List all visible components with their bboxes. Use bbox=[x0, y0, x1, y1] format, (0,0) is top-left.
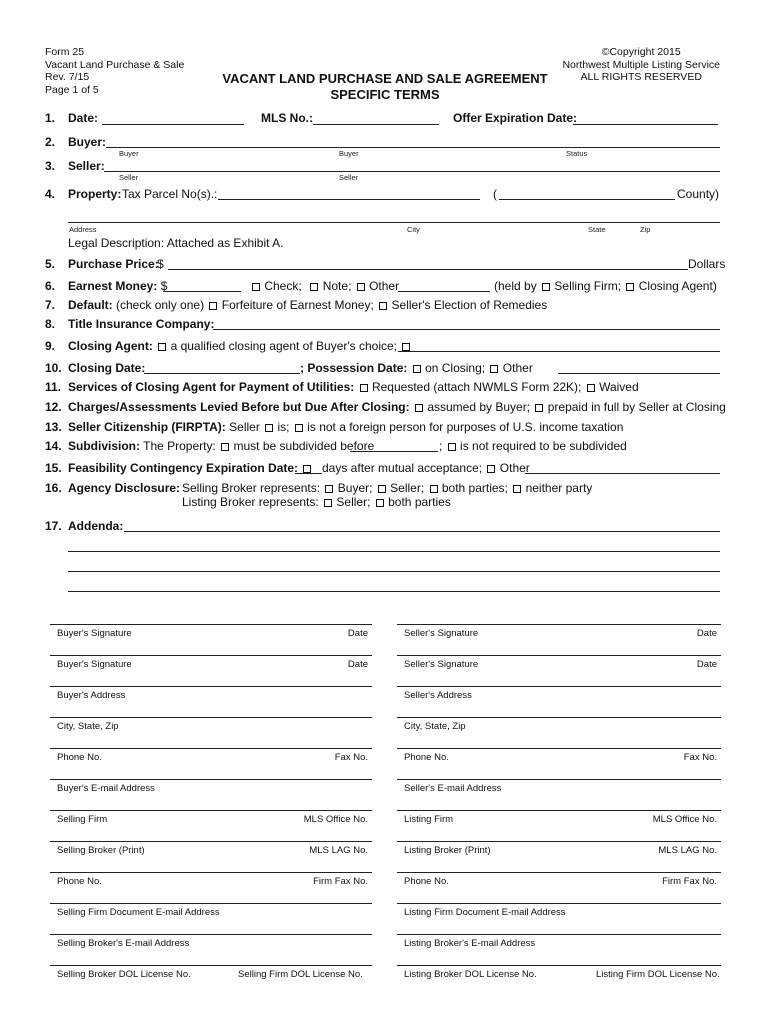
offer-expiration-field[interactable] bbox=[573, 124, 718, 125]
buyer-field-label: Selling Firm bbox=[57, 814, 108, 825]
buyer-signature-line[interactable] bbox=[50, 903, 372, 904]
item-number: 10. bbox=[45, 361, 62, 375]
feasibility-other-label: Other bbox=[499, 461, 530, 475]
seller-field-label: Phone No. bbox=[404, 876, 449, 887]
buyer-sub-label: Buyer bbox=[119, 149, 139, 158]
closing-agent-row bbox=[68, 339, 411, 353]
possession-other-checkbox[interactable] bbox=[490, 365, 498, 373]
lb-seller-label: Seller; bbox=[336, 495, 371, 509]
buyer-field-label-right: Date bbox=[347, 659, 368, 670]
seller-field-label: Seller's E-mail Address bbox=[404, 783, 502, 794]
buyer-field-label: Buyer's E-mail Address bbox=[57, 783, 155, 794]
utilities-label: Services of Closing Agent for Payment of Utilities: bbox=[68, 380, 355, 394]
lb-both-label: both parties bbox=[388, 495, 451, 509]
seller-field-label-right: Date bbox=[696, 659, 717, 670]
waived-checkbox[interactable] bbox=[587, 384, 595, 392]
seller-field-label-right: MLS LAG No. bbox=[658, 845, 717, 856]
not-required-row bbox=[439, 439, 627, 453]
sb-seller-label: Seller; bbox=[390, 481, 425, 495]
seller-field-label: Phone No. bbox=[404, 752, 449, 763]
addenda-line[interactable] bbox=[68, 551, 720, 552]
buyer-field-label-right: MLS Office No. bbox=[303, 814, 368, 825]
selling-firm-label: Selling Firm; bbox=[554, 279, 622, 293]
addenda-line[interactable] bbox=[68, 591, 720, 592]
seller-field-label: Seller's Address bbox=[404, 690, 472, 701]
check-checkbox[interactable] bbox=[252, 283, 260, 291]
paren: ( bbox=[493, 187, 497, 201]
on-closing-label: on Closing; bbox=[425, 361, 486, 375]
held-by-label: (held by bbox=[494, 279, 537, 293]
buyer-signature-line[interactable] bbox=[50, 717, 372, 718]
semicolon: ; bbox=[439, 439, 443, 453]
buyer-field-label: Selling Broker DOL License No. bbox=[57, 969, 191, 980]
closing-agent-item-label: Closing Agent: bbox=[68, 339, 153, 353]
requested-label: Requested (attach NWMLS Form 22K); bbox=[371, 380, 582, 394]
organization: Northwest Multiple Listing Service bbox=[562, 58, 720, 71]
feasibility-other-field[interactable] bbox=[525, 473, 720, 474]
forfeiture-label: Forfeiture of Earnest Money; bbox=[221, 298, 374, 312]
item-number: 4. bbox=[45, 187, 56, 201]
held-by bbox=[494, 279, 717, 293]
must-subdivide-checkbox[interactable] bbox=[221, 443, 229, 451]
prepaid-checkbox[interactable] bbox=[535, 404, 543, 412]
seller-signature-line[interactable] bbox=[397, 655, 721, 656]
subdivision-label: Subdivision: bbox=[68, 439, 140, 453]
firpta-label: Seller Citizenship (FIRPTA): bbox=[68, 420, 226, 434]
seller-signature-line[interactable] bbox=[397, 717, 721, 718]
date-label: Date: bbox=[68, 111, 99, 125]
rights: ALL RIGHTS RESERVED bbox=[580, 71, 702, 83]
seller-field-label: Listing Firm Document E-mail Address bbox=[404, 907, 566, 918]
seller-field-label-right: Date bbox=[696, 628, 717, 639]
addenda-line[interactable] bbox=[124, 531, 720, 532]
title-insurance-field[interactable] bbox=[213, 329, 720, 330]
page-number: Page 1 of 5 bbox=[45, 83, 99, 96]
buyer-signature-line[interactable] bbox=[50, 624, 372, 625]
sb-neither-checkbox[interactable] bbox=[513, 485, 521, 493]
buyer-signature-line[interactable] bbox=[50, 655, 372, 656]
seller-field-label: Seller's Signature bbox=[404, 628, 479, 639]
buyer-signature-line[interactable] bbox=[50, 934, 372, 935]
tax-parcel-label: Tax Parcel No(s).: bbox=[122, 187, 218, 201]
closing-date-label: Closing Date: bbox=[68, 361, 146, 375]
is-label: is; bbox=[277, 420, 290, 434]
buyer-signature-line[interactable] bbox=[50, 841, 372, 842]
earnest-options bbox=[250, 279, 399, 293]
assumed-checkbox[interactable] bbox=[415, 404, 423, 412]
possession-label: ; Possession Date: bbox=[300, 361, 408, 375]
item-number: 15. bbox=[45, 461, 62, 475]
date-field[interactable] bbox=[102, 124, 244, 125]
charges-label: Charges/Assessments Levied Before but Due After Closing: bbox=[68, 400, 410, 414]
feasibility-row bbox=[68, 461, 312, 475]
state-sub-label: State bbox=[588, 225, 606, 234]
mls-label: MLS No.: bbox=[261, 111, 313, 125]
seller-field[interactable] bbox=[104, 171, 720, 172]
buyer-field-label-right: Selling Firm DOL License No. bbox=[238, 969, 363, 980]
closing-agent-label: Closing Agent) bbox=[638, 279, 717, 293]
seller-field-label-right: Listing Firm DOL License No. bbox=[596, 969, 720, 980]
assumed-label: assumed by Buyer; bbox=[427, 400, 531, 414]
address-field[interactable] bbox=[68, 222, 720, 223]
firpta-row bbox=[68, 420, 623, 434]
document-title bbox=[200, 71, 570, 103]
earnest-money-label: Earnest Money: bbox=[68, 279, 158, 293]
is-checkbox[interactable] bbox=[265, 424, 273, 432]
title-line-1: VACANT LAND PURCHASE AND SALE AGREEMENT bbox=[222, 71, 548, 86]
seller-label: Seller: bbox=[68, 159, 105, 173]
forfeiture-checkbox[interactable] bbox=[209, 302, 217, 310]
the-property-label: The Property: bbox=[143, 439, 216, 453]
days-after-label: days after mutual acceptance; bbox=[322, 461, 483, 475]
default-label: Default: bbox=[68, 298, 113, 312]
seller-signature-line[interactable] bbox=[397, 965, 721, 966]
utilities-row bbox=[68, 380, 639, 394]
is-not-checkbox[interactable] bbox=[295, 424, 303, 432]
check-label: Check; bbox=[264, 279, 302, 293]
form-number: Form 25 bbox=[45, 46, 85, 58]
is-not-label: is not a foreign person for purposes of U.S. income taxation bbox=[307, 420, 624, 434]
buyer-field-label: Buyer's Signature bbox=[57, 659, 132, 670]
buyer-field-label: Buyer's Address bbox=[57, 690, 126, 701]
seller-field-label: Listing Broker DOL License No. bbox=[404, 969, 537, 980]
item-number: 3. bbox=[45, 159, 56, 173]
item-number: 13. bbox=[45, 420, 62, 434]
buyer-label: Buyer: bbox=[68, 135, 107, 149]
item-number: 6. bbox=[45, 279, 56, 293]
buyer-sub-label: Buyer bbox=[339, 149, 359, 158]
property-label: Property: bbox=[68, 187, 122, 201]
buyer-field-label: Phone No. bbox=[57, 876, 102, 887]
selling-broker-rep-label: Selling Broker represents: bbox=[182, 481, 321, 495]
seller-signature-line[interactable] bbox=[397, 779, 721, 780]
closing-agent-field[interactable] bbox=[398, 351, 720, 352]
buyer-signature-line[interactable] bbox=[50, 965, 372, 966]
county-field[interactable] bbox=[499, 199, 675, 200]
copyright: ©Copyright 2015 bbox=[601, 46, 681, 58]
item-number: 1. bbox=[45, 111, 56, 125]
item-number: 17. bbox=[45, 519, 62, 533]
seller-signature-line[interactable] bbox=[397, 810, 721, 811]
title-line-2: SPECIFIC TERMS bbox=[330, 87, 440, 102]
other-checkbox[interactable] bbox=[357, 283, 365, 291]
seller-field-label-right: Fax No. bbox=[683, 752, 717, 763]
note-label: Note; bbox=[322, 279, 352, 293]
buyer-field-label: Buyer's Signature bbox=[57, 628, 132, 639]
item-number: 5. bbox=[45, 257, 56, 271]
not-required-checkbox[interactable] bbox=[448, 443, 456, 451]
subdivision-row bbox=[68, 439, 374, 453]
seller-sub-label: Seller bbox=[339, 173, 359, 182]
legal-description: Legal Description: Attached as Exhibit A. bbox=[68, 236, 284, 250]
item-number: 7. bbox=[45, 298, 56, 312]
feasibility-other-checkbox[interactable] bbox=[487, 465, 495, 473]
other-label: Other bbox=[369, 279, 400, 293]
buyer-field-label: Selling Broker's E-mail Address bbox=[57, 938, 190, 949]
seller-sub-label: Seller bbox=[119, 173, 139, 182]
revision: Rev. 7/15 bbox=[45, 71, 90, 83]
not-required-label: is not required to be subdivided bbox=[460, 439, 627, 453]
requested-checkbox[interactable] bbox=[360, 384, 368, 392]
buyer-signature-line[interactable] bbox=[50, 779, 372, 780]
sb-buyer-checkbox[interactable] bbox=[325, 485, 333, 493]
seller-signature-line[interactable] bbox=[397, 841, 721, 842]
buyer-field-label: Selling Broker (Print) bbox=[57, 845, 145, 856]
dollars-label: Dollars bbox=[688, 257, 726, 271]
sb-buyer-label: Buyer; bbox=[337, 481, 373, 495]
form-id-block bbox=[45, 46, 184, 96]
seller-signature-line[interactable] bbox=[397, 748, 721, 749]
selling-broker-row bbox=[182, 481, 592, 495]
feasibility-label: Feasibility Contingency Expiration Date: bbox=[68, 461, 299, 475]
lb-both-checkbox[interactable] bbox=[376, 499, 384, 507]
item-number: 16. bbox=[45, 481, 62, 495]
seller-field-label-right: MLS Office No. bbox=[652, 814, 717, 825]
seller-signature-line[interactable] bbox=[397, 903, 721, 904]
seller-field-label-right: Firm Fax No. bbox=[662, 876, 717, 887]
item-number: 11. bbox=[45, 380, 62, 394]
buyer-field-label: Selling Firm Document E-mail Address bbox=[57, 907, 220, 918]
buyer-signature-line[interactable] bbox=[50, 872, 372, 873]
buyer-field-label-right: MLS LAG No. bbox=[309, 845, 368, 856]
buyer-field-label: Phone No. bbox=[57, 752, 102, 763]
item-number: 14. bbox=[45, 439, 62, 453]
possession-other-field[interactable] bbox=[558, 373, 720, 374]
sb-seller-checkbox[interactable] bbox=[378, 485, 386, 493]
seller-signature-line[interactable] bbox=[397, 686, 721, 687]
buyer-field-label-right: Date bbox=[347, 628, 368, 639]
form-name: Vacant Land Purchase & Sale bbox=[45, 58, 185, 71]
agency-label: Agency Disclosure: bbox=[68, 481, 181, 495]
qualified-agent-label: a qualified closing agent of Buyer's choice; bbox=[170, 339, 398, 353]
item-number: 9. bbox=[45, 339, 56, 353]
dollar-sign: $ bbox=[157, 257, 164, 271]
must-subdivide-label: must be subdivided before bbox=[233, 439, 375, 453]
buyer-field-label-right: Firm Fax No. bbox=[313, 876, 368, 887]
earnest-money-row: Earnest Money: $ bbox=[68, 279, 168, 293]
days-after-row bbox=[322, 461, 530, 475]
sellers-election-checkbox[interactable] bbox=[379, 302, 387, 310]
item-number: 12. bbox=[45, 400, 62, 414]
seller-field-label: Listing Firm bbox=[404, 814, 454, 825]
note-checkbox[interactable] bbox=[310, 283, 318, 291]
buyer-field-label: City, State, Zip bbox=[57, 721, 119, 732]
seller-signature-line[interactable] bbox=[397, 934, 721, 935]
sb-neither-label: neither party bbox=[525, 481, 593, 495]
buyer-field[interactable] bbox=[106, 147, 720, 148]
buyer-signature-line[interactable] bbox=[50, 686, 372, 687]
earnest-other-field[interactable] bbox=[398, 291, 490, 292]
item-number: 2. bbox=[45, 135, 56, 149]
status-sub-label: Status bbox=[566, 149, 588, 158]
listing-broker-row bbox=[182, 495, 451, 509]
charges-row bbox=[68, 400, 726, 414]
prepaid-label: prepaid in full by Seller at Closing bbox=[547, 400, 726, 414]
title-insurance-label: Title Insurance Company: bbox=[68, 317, 215, 331]
copyright-block bbox=[562, 46, 720, 84]
offer-expiration-label: Offer Expiration Date: bbox=[453, 111, 578, 125]
tax-parcel-field[interactable] bbox=[218, 199, 480, 200]
days-field[interactable] bbox=[295, 473, 322, 474]
firpta-seller-word: Seller bbox=[229, 420, 260, 434]
item-number: 8. bbox=[45, 317, 56, 331]
selling-firm-checkbox[interactable] bbox=[542, 283, 550, 291]
buyer-signature-line[interactable] bbox=[50, 810, 372, 811]
closing-date-field[interactable] bbox=[144, 373, 300, 374]
qualified-agent-checkbox[interactable] bbox=[158, 343, 166, 351]
county-label: County) bbox=[677, 187, 720, 201]
address-sub-label: Address bbox=[69, 225, 97, 234]
purchase-price-label: Purchase Price: bbox=[68, 257, 159, 271]
possession-row bbox=[300, 361, 533, 375]
seller-field-label: Listing Broker's E-mail Address bbox=[404, 938, 536, 949]
days-checkbox[interactable] bbox=[303, 465, 311, 473]
seller-field-label: Listing Broker (Print) bbox=[404, 845, 491, 856]
sb-both-checkbox[interactable] bbox=[430, 485, 438, 493]
buyer-signature-line[interactable] bbox=[50, 748, 372, 749]
sellers-election-label: Seller's Election of Remedies bbox=[391, 298, 548, 312]
seller-signature-line[interactable] bbox=[397, 624, 721, 625]
listing-broker-rep-label: Listing Broker represents: bbox=[182, 495, 319, 509]
on-closing-checkbox[interactable] bbox=[413, 365, 421, 373]
addenda-label: Addenda: bbox=[68, 519, 124, 533]
closing-agent-checkbox[interactable] bbox=[626, 283, 634, 291]
specific-agent-checkbox[interactable] bbox=[402, 343, 410, 351]
subdivide-before-field[interactable] bbox=[350, 451, 438, 452]
seller-signature-line[interactable] bbox=[397, 872, 721, 873]
waived-label: Waived bbox=[599, 380, 639, 394]
seller-field-label: City, State, Zip bbox=[404, 721, 466, 732]
zip-sub-label: Zip bbox=[640, 225, 651, 234]
purchase-price-field[interactable] bbox=[168, 269, 688, 270]
earnest-money-field[interactable] bbox=[163, 291, 241, 292]
possession-other-label: Other bbox=[502, 361, 533, 375]
addenda-line[interactable] bbox=[68, 571, 720, 572]
default-row bbox=[68, 298, 547, 312]
lb-seller-checkbox[interactable] bbox=[324, 499, 332, 507]
buyer-field-label-right: Fax No. bbox=[334, 752, 368, 763]
city-sub-label: City bbox=[407, 225, 420, 234]
seller-field-label: Seller's Signature bbox=[404, 659, 479, 670]
mls-field[interactable] bbox=[313, 124, 439, 125]
sb-both-label: both parties; bbox=[441, 481, 508, 495]
default-hint: (check only one) bbox=[116, 298, 205, 312]
